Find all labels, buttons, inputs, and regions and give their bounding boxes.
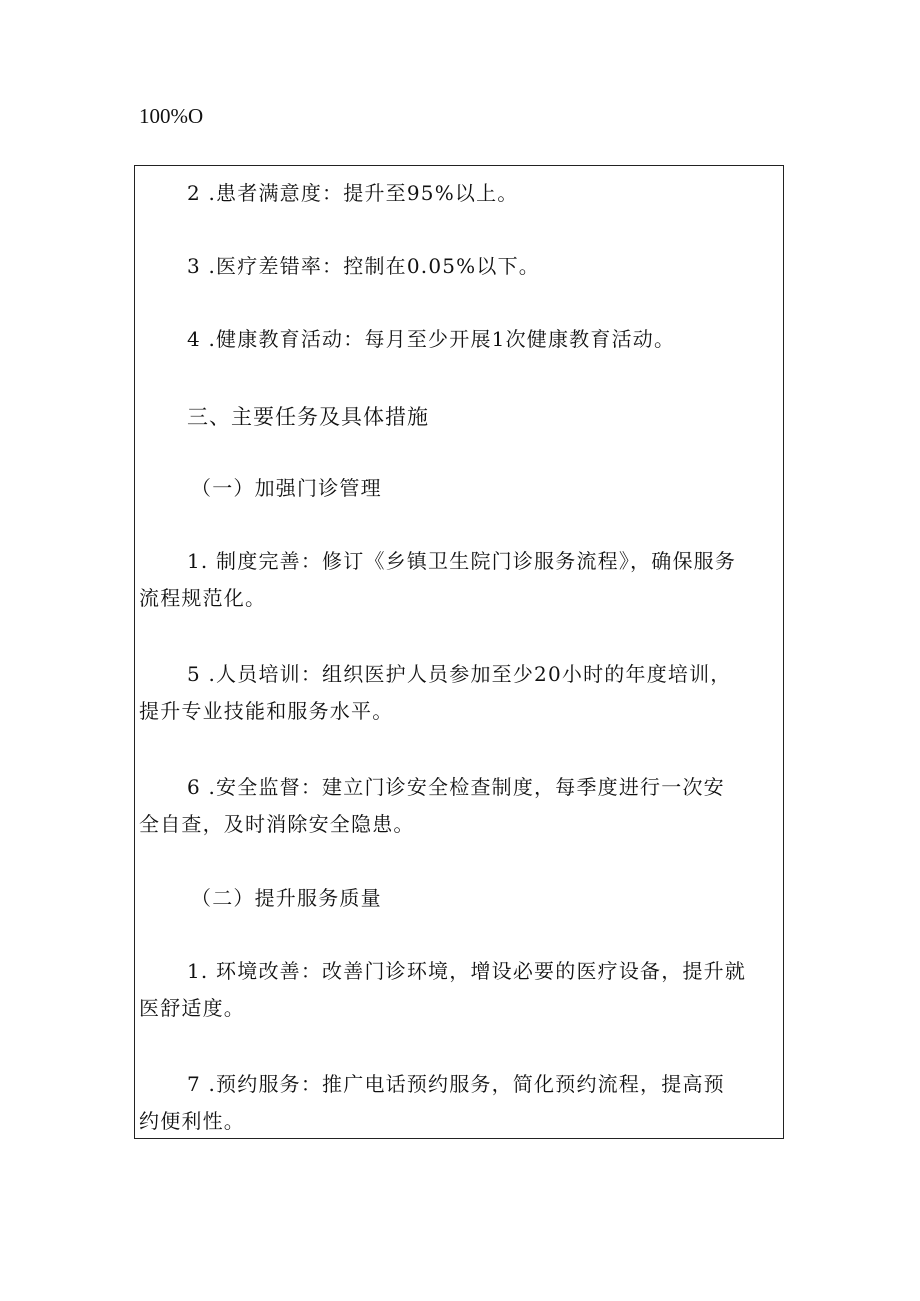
subheading-service-quality: （二）提升服务质量 — [191, 886, 382, 910]
quality-line-7b: 约便利性。 — [139, 1109, 245, 1133]
quality-line-1a: 1. 环境改善：改善门诊环境，增设必要的医疗设备，提升就 — [187, 959, 747, 983]
subheading-outpatient-management: （一）加强门诊管理 — [191, 476, 382, 500]
measure-line-6b: 全自查，及时消除安全隐患。 — [139, 812, 415, 836]
goal-line-3: 3 .医疗差错率：控制在0.05%以下。 — [187, 254, 540, 278]
quality-line-1b: 医舒适度。 — [139, 996, 245, 1020]
measure-line-1a: 1. 制度完善：修订《乡镇卫生院门诊服务流程》，确保服务 — [187, 549, 737, 573]
section-heading: 三、主要任务及具体措施 — [187, 405, 429, 429]
measure-line-5a: 5 .人员培训：组织医护人员参加至少20小时的年度培训， — [187, 662, 732, 686]
goal-line-4: 4 .健康教育活动：每月至少开展1次健康教育活动。 — [187, 327, 676, 351]
measure-line-6a: 6 .安全监督：建立门诊安全检查制度，每季度进行一次安 — [187, 775, 725, 799]
top-fragment-text: 100%O — [139, 104, 204, 128]
measure-line-5b: 提升专业技能和服务水平。 — [139, 699, 394, 723]
quality-line-7a: 7 .预约服务：推广电话预约服务，简化预约流程，提高预 — [187, 1072, 725, 1096]
measure-line-1b: 流程规范化。 — [139, 586, 267, 610]
goal-line-2: 2 .患者满意度：提升至95%以上。 — [187, 181, 519, 205]
content-frame — [134, 165, 784, 1139]
